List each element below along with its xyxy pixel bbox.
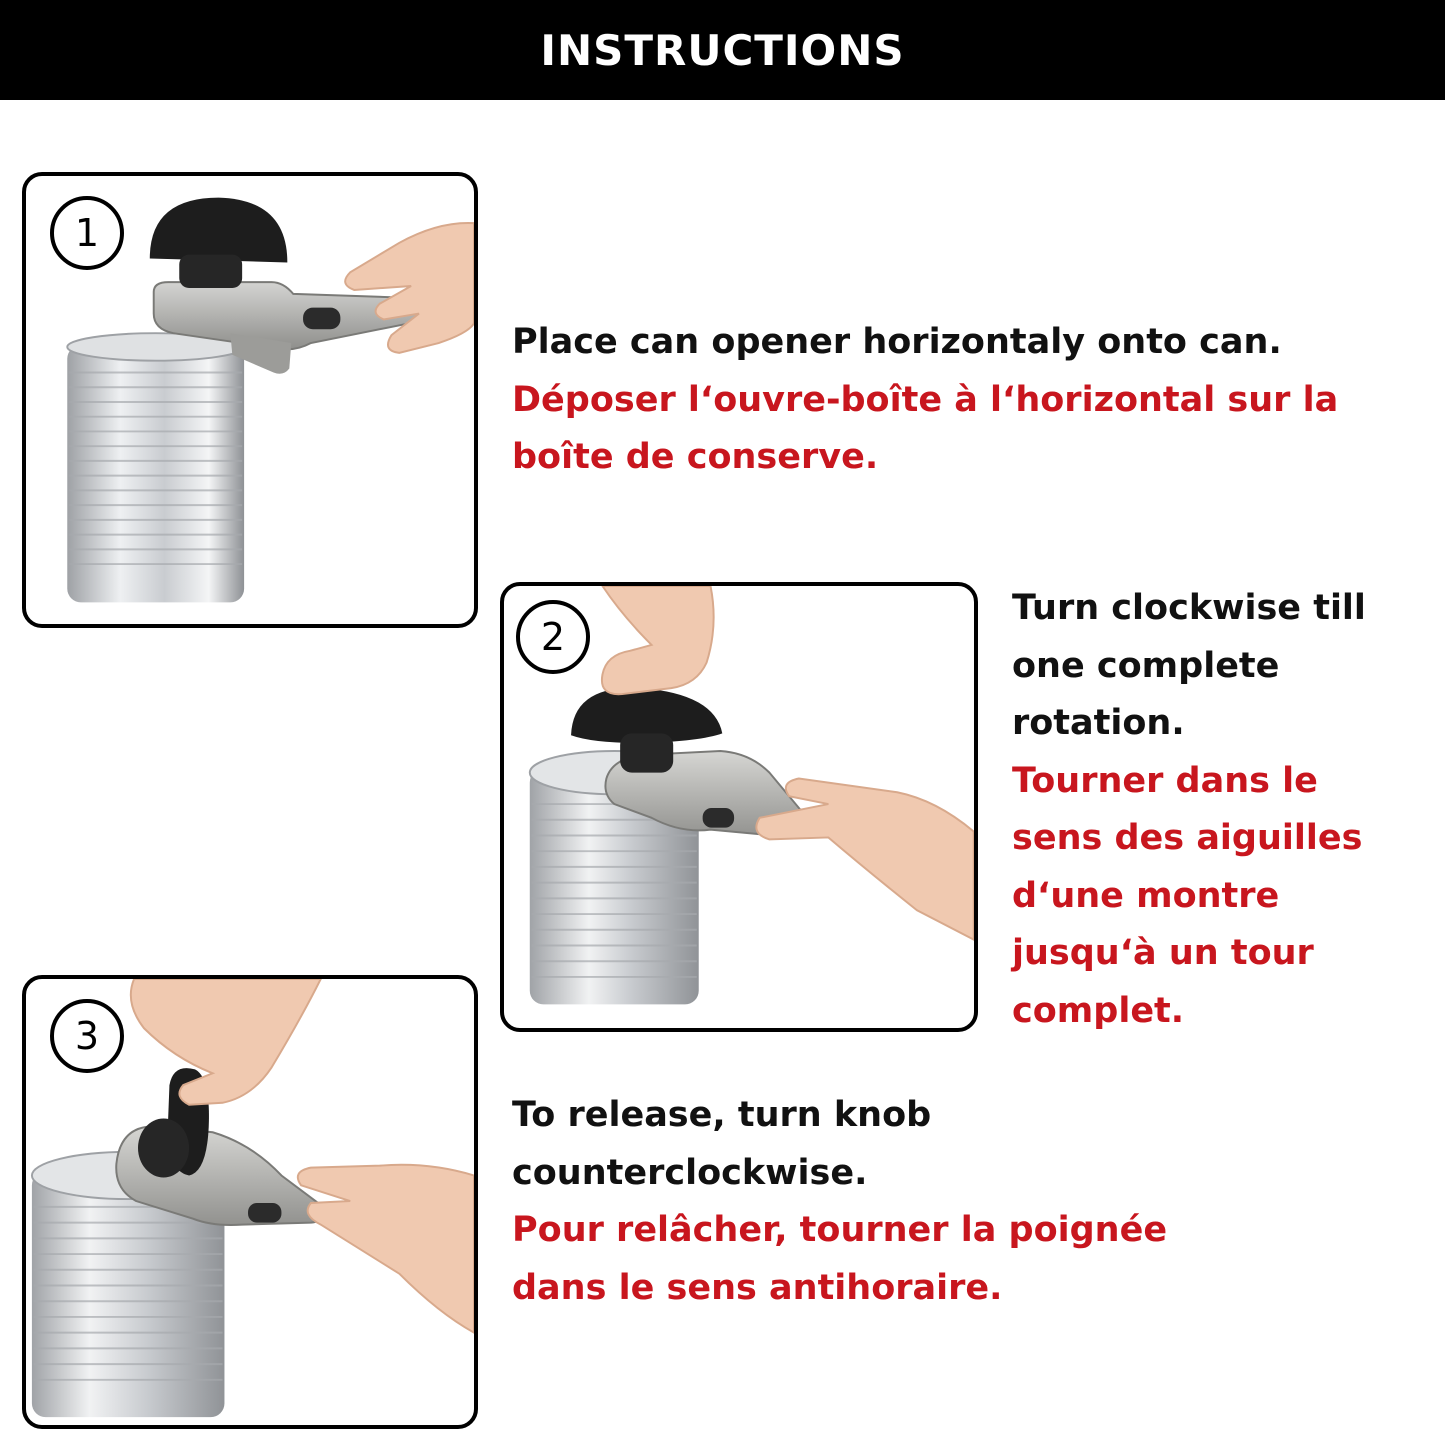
step-3-english-line-1: To release, turn knob bbox=[512, 1095, 932, 1135]
step-2-text bbox=[1012, 580, 1366, 1040]
step-2-french-line-5: complet. bbox=[1012, 990, 1185, 1031]
step-3-french-line-1: Pour relâcher, tourner la poignée bbox=[512, 1210, 1168, 1250]
step-1-english-line-1: Place can opener horizontaly onto can. bbox=[512, 322, 1282, 362]
step-3-text bbox=[512, 1087, 1167, 1317]
upper-hand bbox=[131, 979, 321, 1105]
step-2-french-line-1: Tourner dans le bbox=[1012, 760, 1318, 801]
step-2-english-line-3: rotation. bbox=[1012, 703, 1185, 743]
step-2-english-line-2: one complete bbox=[1012, 645, 1280, 686]
step-3-photo-panel bbox=[22, 975, 478, 1429]
step-1-text bbox=[512, 314, 1338, 487]
page-title: INSTRUCTIONS bbox=[540, 25, 905, 75]
hand bbox=[345, 223, 474, 353]
step-1-french-line-2: boîte de conserve. bbox=[512, 437, 879, 477]
instructions-header bbox=[0, 0, 1445, 100]
step-1-photo-panel bbox=[22, 172, 478, 628]
step-2-number-badge: 2 bbox=[516, 600, 590, 674]
step-1-french-line-1: Déposer l‘ouvre-boîte à l‘horizontal sur la bbox=[512, 379, 1339, 420]
step-2-photo-panel bbox=[500, 582, 978, 1032]
step-2-french-line-2: sens des aiguilles bbox=[1012, 818, 1363, 858]
step-3-english-line-2: counterclockwise. bbox=[512, 1152, 868, 1193]
step-2-french-line-4: jusqu‘à un tour bbox=[1012, 933, 1314, 973]
black-knob bbox=[150, 198, 288, 263]
lower-hand bbox=[298, 1165, 474, 1333]
step-3-number-badge: 3 bbox=[50, 999, 124, 1073]
step-2-french-line-3: d‘une montre bbox=[1012, 875, 1280, 916]
step-1-number-badge: 1 bbox=[50, 196, 124, 270]
step-2-english-line-1: Turn clockwise till bbox=[1012, 588, 1366, 628]
step-3-french-line-2: dans le sens antihoraire. bbox=[512, 1267, 1003, 1308]
upper-hand bbox=[602, 586, 714, 694]
